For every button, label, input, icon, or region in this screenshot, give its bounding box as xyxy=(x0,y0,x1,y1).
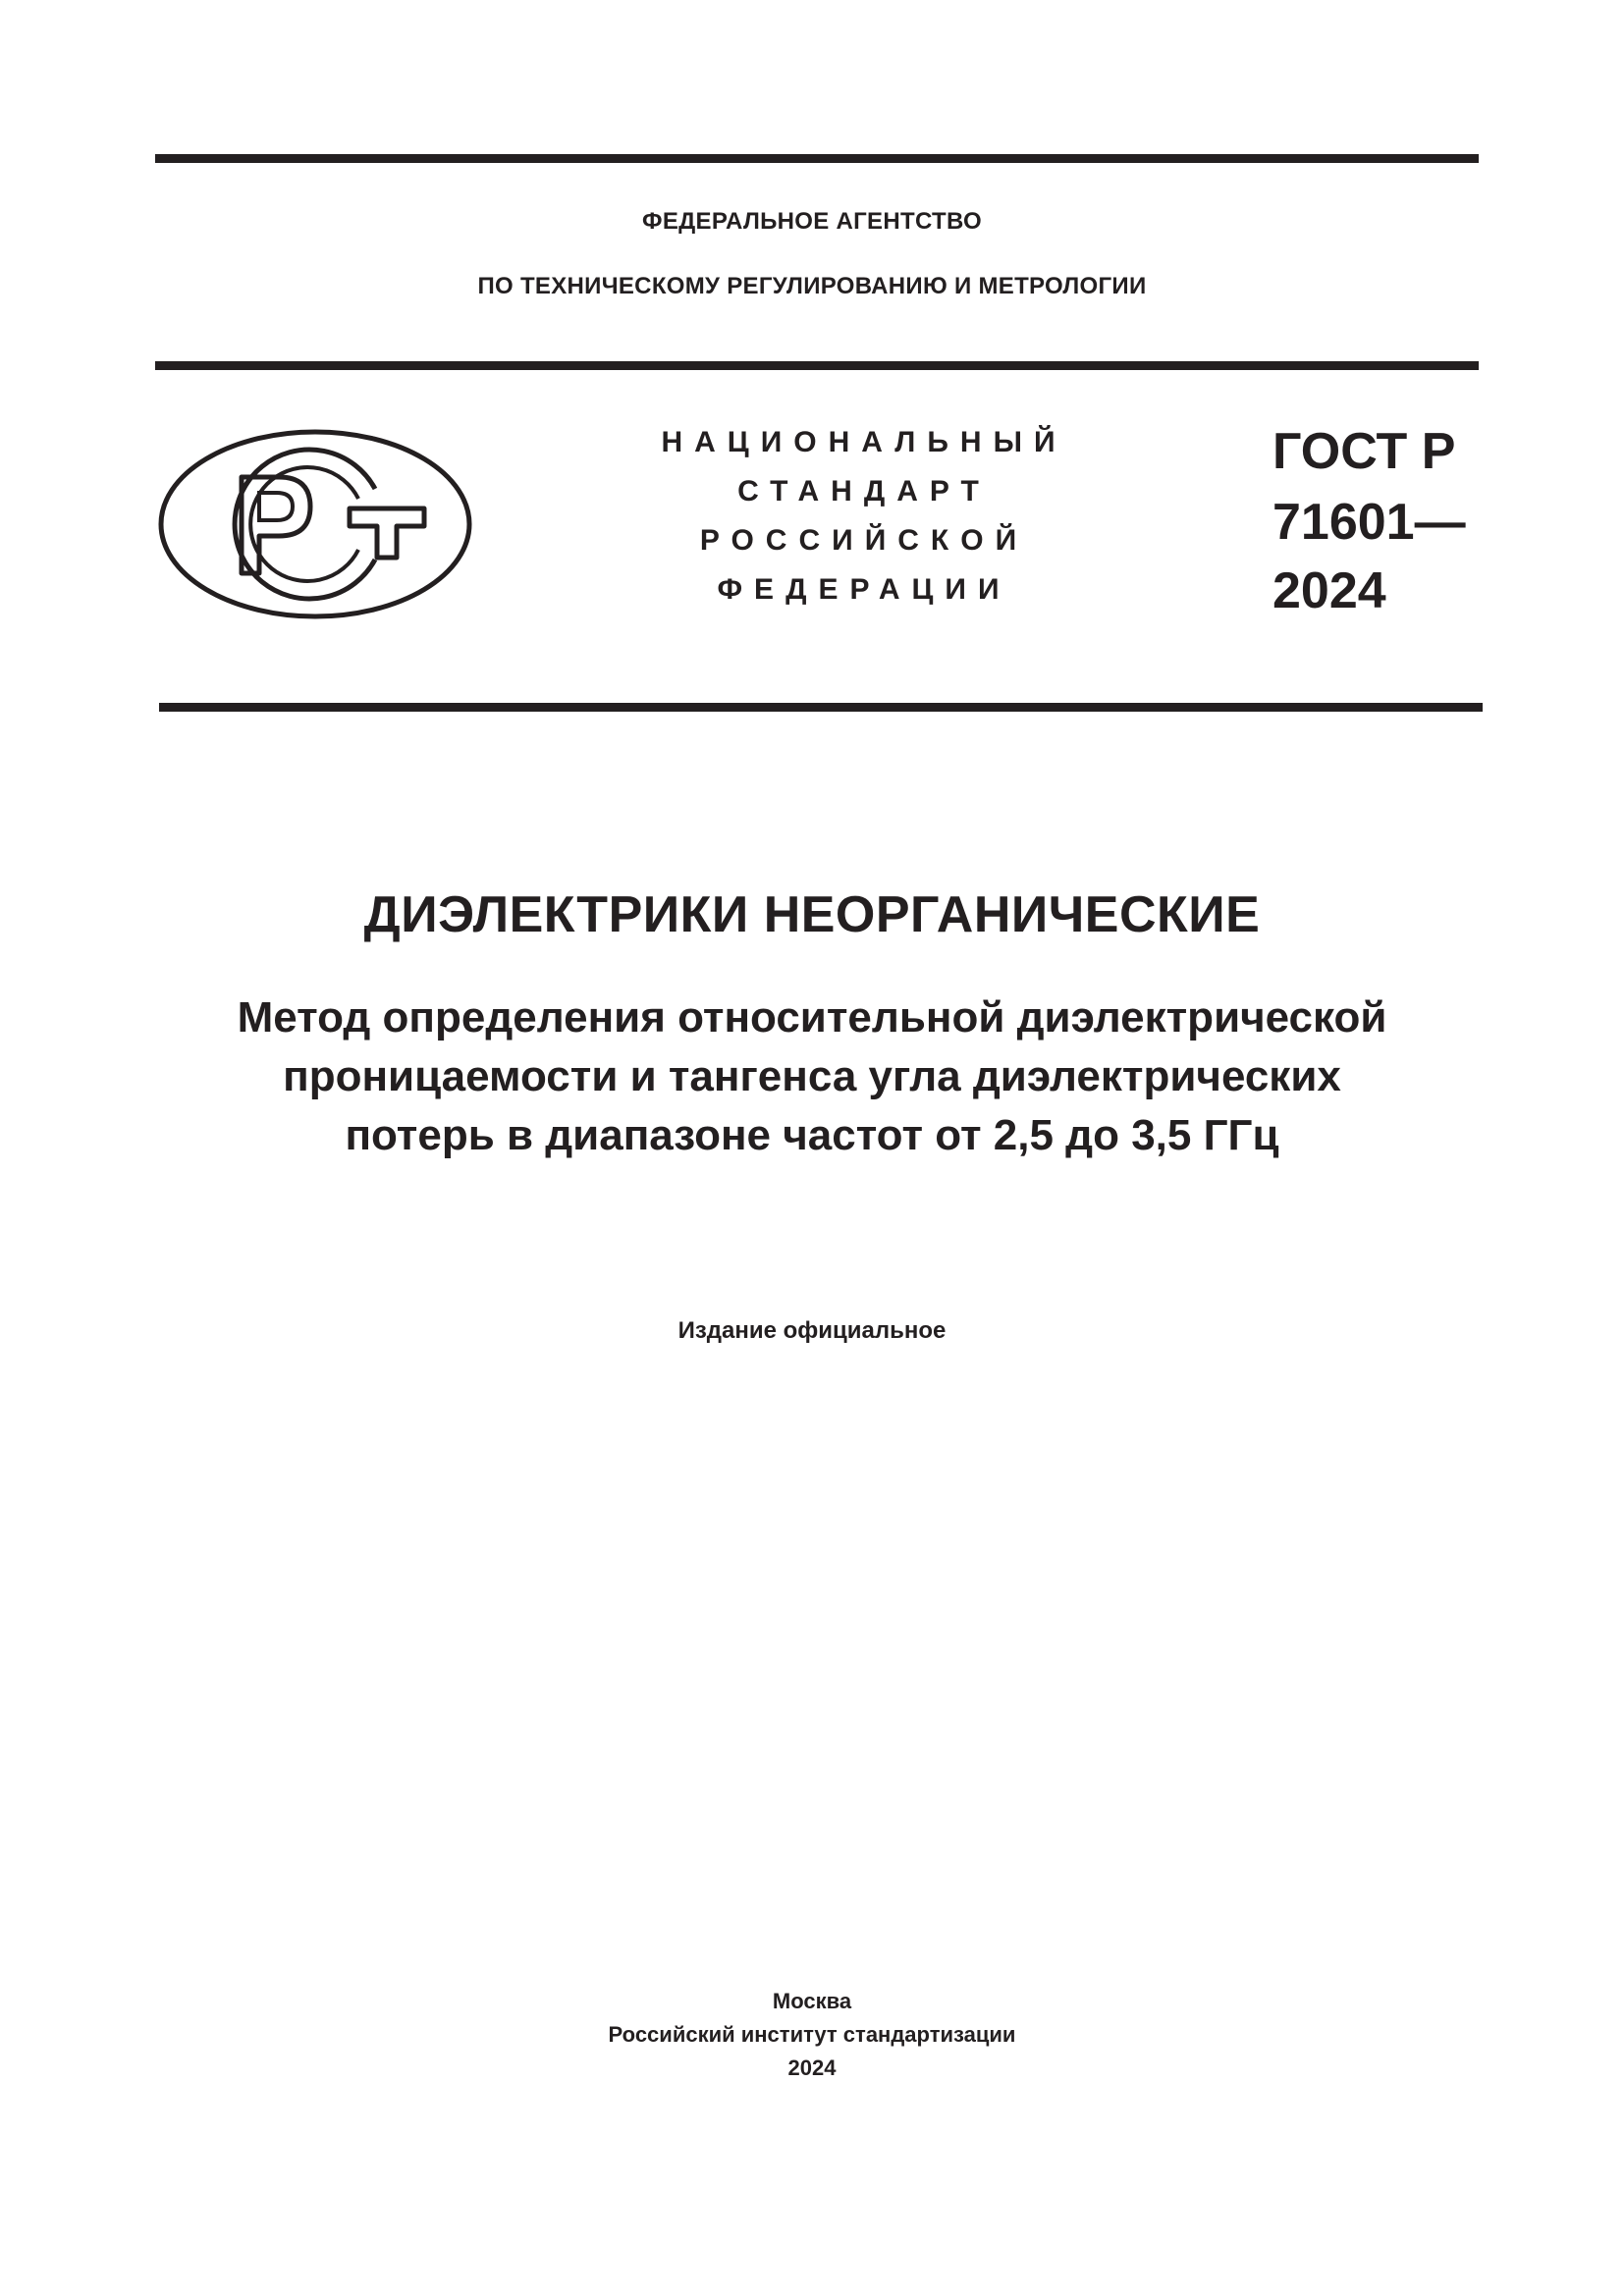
document-title: ДИЭЛЕКТРИКИ НЕОРГАНИЧЕСКИЕ xyxy=(363,886,1261,943)
national-standard-line: РОССИЙСКОЙ xyxy=(699,524,1029,557)
bottom-rule xyxy=(159,703,1483,712)
standard-designation-line: ГОСТ Р xyxy=(1272,423,1456,480)
publication-year: 2024 xyxy=(787,2056,837,2080)
edition-label: Издание официальное xyxy=(677,1317,947,1344)
document-subtitle-line: проницаемости и тангенса угла диэлектрических xyxy=(283,1052,1341,1100)
document-subtitle-line: Метод определения относительной диэлектрической xyxy=(237,993,1387,1041)
standard-designation-line: 2024 xyxy=(1272,562,1386,619)
national-standard-line: СТАНДАРТ xyxy=(737,475,991,507)
middle-rule xyxy=(155,361,1479,370)
top-rule xyxy=(155,154,1479,163)
national-standard-line: ФЕДЕРАЦИИ xyxy=(717,573,1011,606)
national-standard-line: НАЦИОНАЛЬНЫЙ xyxy=(661,426,1067,458)
agency-name-line2: ПО ТЕХНИЧЕСКОМУ РЕГУЛИРОВАНИЮ И МЕТРОЛОГИИ xyxy=(477,273,1147,299)
agency-name-line1: ФЕДЕРАЛЬНОЕ АГЕНТСТВО xyxy=(642,208,982,235)
publisher-name: Российский институт стандартизации xyxy=(608,2022,1016,2047)
standard-designation-line: 71601— xyxy=(1272,494,1466,551)
document-subtitle-line: потерь в диапазоне частот от 2,5 до 3,5 ГГц xyxy=(345,1111,1279,1159)
publication-city: Москва xyxy=(772,1989,852,2013)
rst-logo-icon xyxy=(157,428,473,620)
